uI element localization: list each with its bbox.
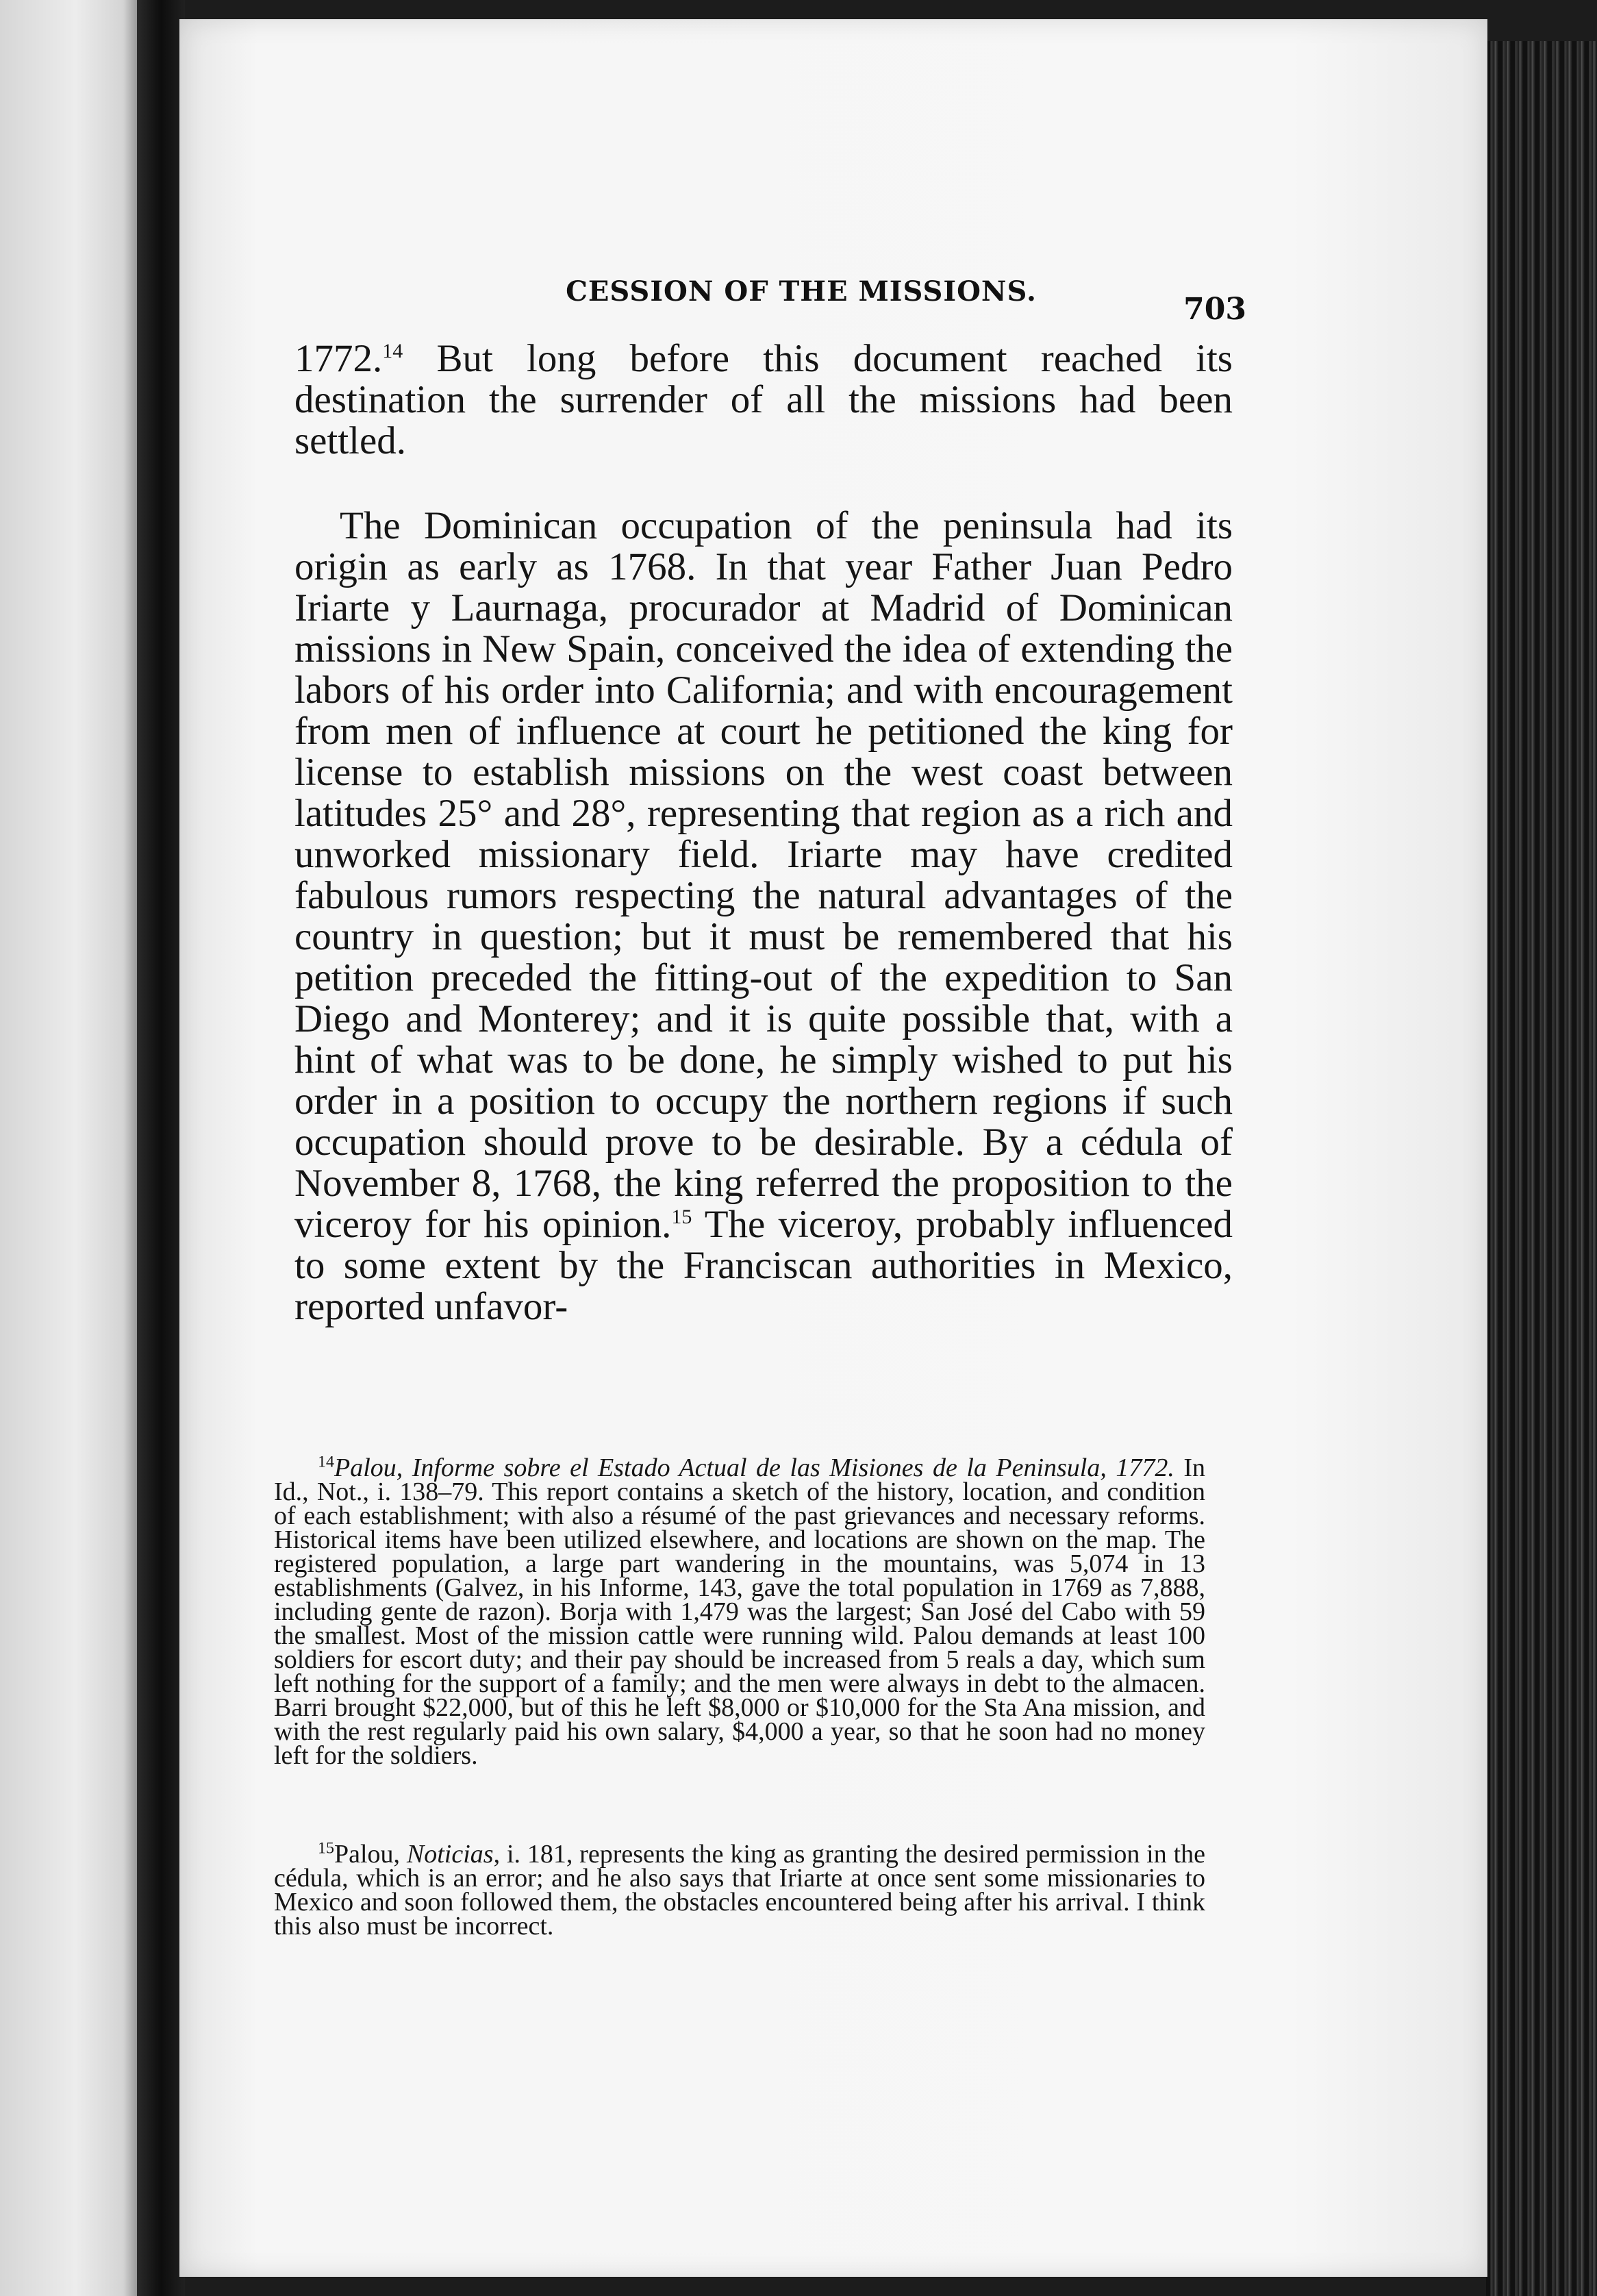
body-paragraph-2 [294, 506, 1233, 1438]
footnote-14-text: In Id., Not., i. 138–79. This report contains a sketch of the history, location, and condition of each establishment; with also a résumé of the past grievances and necessary reforms. Historical items have been utilized elsewhere, and locations are shown on the map. The registered population, a large part wandering in the mountains, was 5,074 in 13 establishments (Galvez, in his Informe, 143, gave the total population in 1769 as 7,888, including gente de razon). Borja with 1,479 was the largest; San José del Cabo with 59 the smallest. Most of the mission cattle were running wild. Palou demands at least 100 soldiers for escort duty; and their pay should be increased from 5 reals a day, which sum left nothing for the support of a family; and the men were always in debt to the almacen. Barri brought $22,000, but of this he left $8,000 or $10,000 for the Sta Ana mission, and with the rest regularly paid his own salary, $4,000 a year, so that he soon had no money left for the soldiers. [274, 1456, 1205, 1770]
book-gutter [137, 0, 185, 2296]
paragraph-1-year: 1772. [294, 338, 383, 380]
footnote-15-citation: Noticias [406, 1843, 494, 1869]
footnote-14-number: 14 [318, 1456, 334, 1471]
footnote-15-number: 15 [318, 1843, 334, 1858]
footnote-ref-15: 15 [671, 1206, 692, 1228]
body-paragraph-1 [294, 338, 1233, 469]
footnote-ref-14: 14 [382, 340, 403, 362]
footnote-14 [274, 1456, 1205, 1840]
page-number: 703 [1183, 292, 1246, 327]
footnote-15-text: , i. 181, represents the king as granting the desired permission in the cédula, which is an error; and he also says that Iriarte at once sent some missionaries to Mexico and soon followed them, the obstacles encountered being after his arrival. I think this also must be incorrect. [274, 1843, 1205, 1941]
paragraph-1-text: But long before this document reached its destination the surrender of all the missions had been settled. [294, 338, 1233, 462]
footnote-15-lead: Palou, [334, 1843, 407, 1869]
running-head: CESSION OF THE MISSIONS. [566, 275, 1037, 308]
paragraph-2-text-a: The Dominican occupation of the peninsula had its origin as early as 1768. In that year Father Juan Pedro Iriarte y Laurnaga, procurador at Madrid of Dominican missions in New Spain, conceived the idea of extending the labors of his order into California; and with encouragement from men of influence at court he petitioned the king for license to establish missions on the west coast between latitudes 25° and 28°, representing that region as a rich and unworked missionary field. Iriarte may have credited fabulous rumors respecting the natural advantages of the country in question; but it must be remembered that his petition preceded the fitting-out of the expedition to San Diego and Monterey; and it is quite possible that, with a hint of what was to be done, he simply wished to put his order in a position to occupy the northern regions if such occupation should prove to be desirable. By a cédula of November 8, 1768, the king referred the proposition to the viceroy for his opinion. [294, 506, 1233, 1246]
paragraph-2-text-b: The viceroy, probably influenced to some extent by the Franciscan authorities in Mexico, reported unfavor- [294, 1203, 1233, 1328]
footnote-14-citation: Palou, Informe sobre el Estado Actual de las Misiones de la Peninsula, 1772. [334, 1456, 1174, 1482]
right-page-stack-edges [1486, 41, 1597, 2296]
left-facing-page-edge [0, 0, 137, 2296]
footnote-15 [274, 1843, 1205, 1973]
